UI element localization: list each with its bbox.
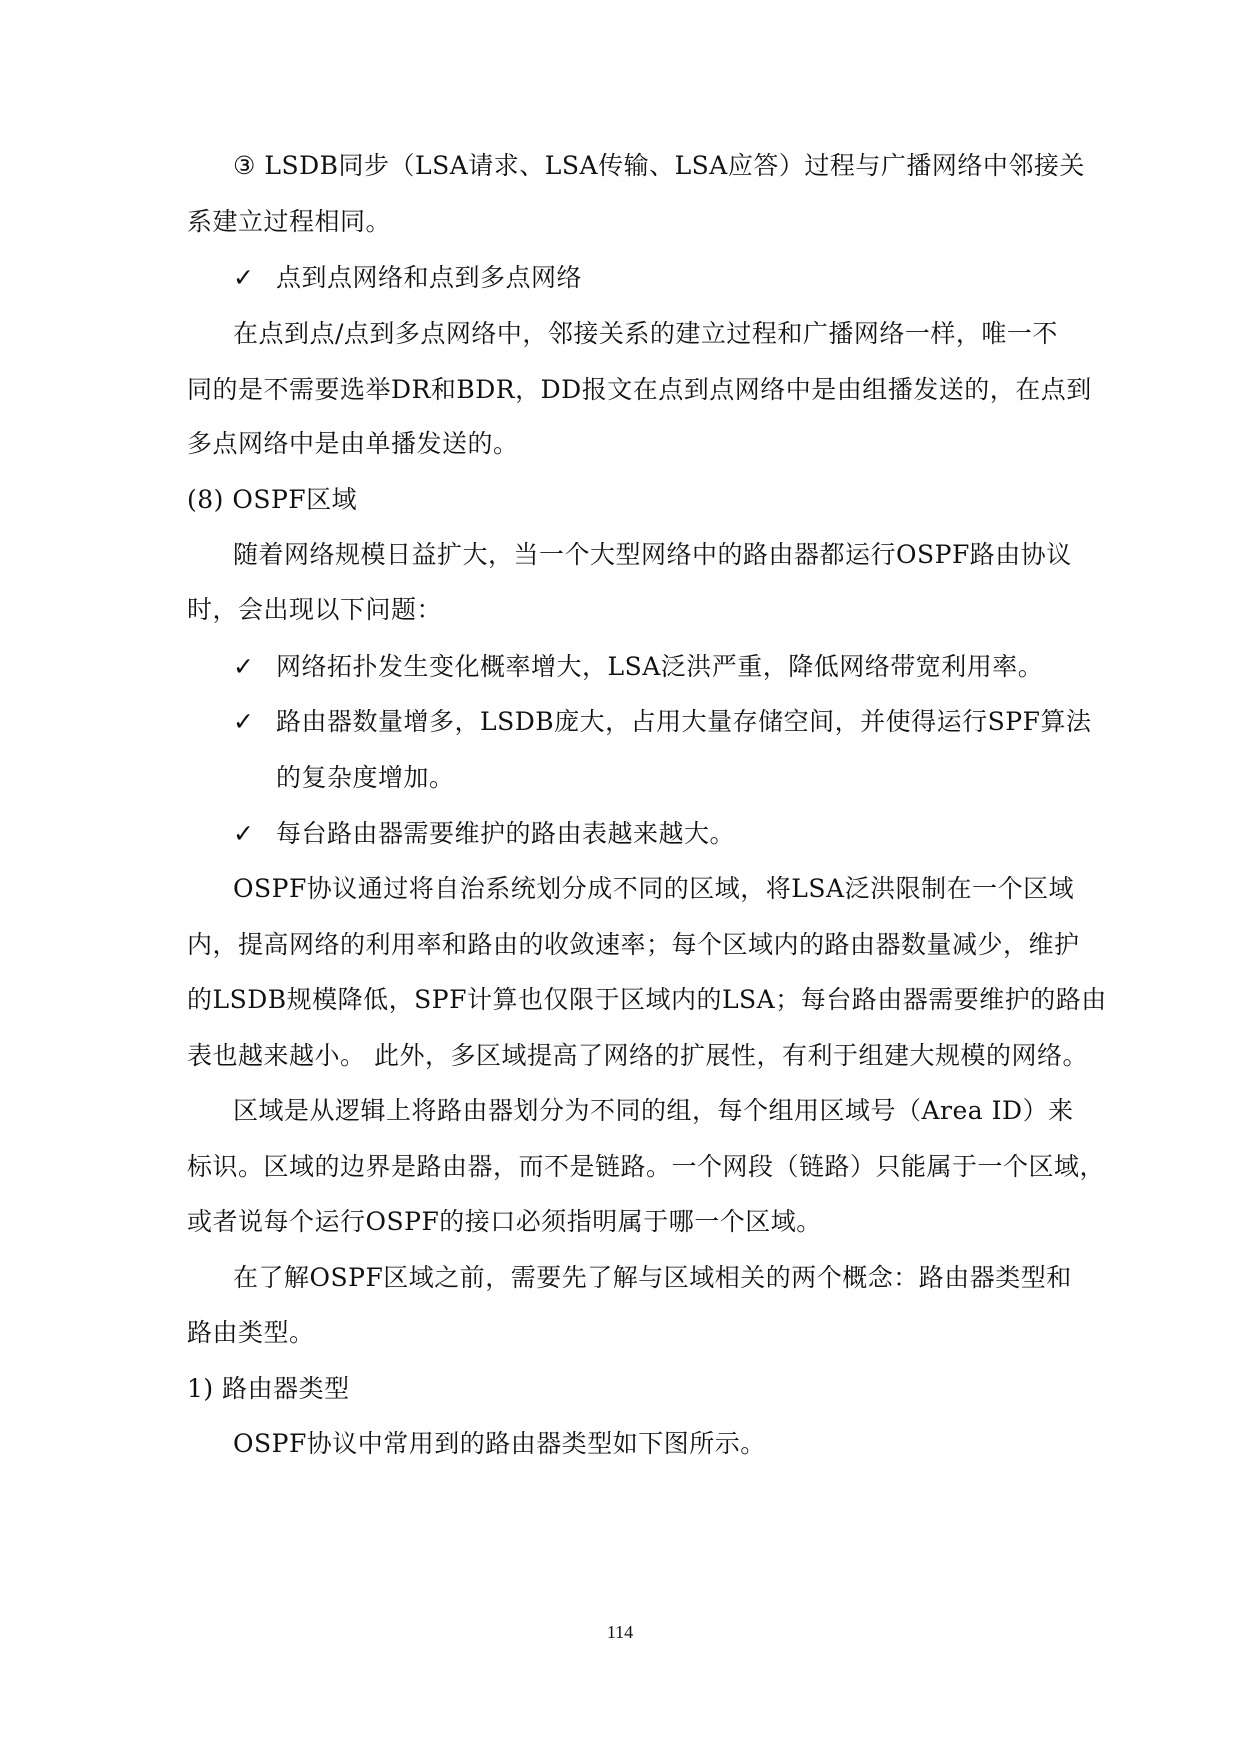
check-icon: ✓	[233, 707, 254, 736]
section-heading: (8) OSPF区域	[187, 485, 358, 514]
check-icon: ✓	[233, 652, 254, 681]
text-line: 或者说每个运行OSPF的接口必须指明属于哪一个区域。	[187, 1207, 822, 1236]
text-line: 时，会出现以下问题：	[187, 595, 443, 624]
text-line: 的LSDB规模降低，SPF计算也仅限于区域内的LSA；每台路由器需要维护的路由	[187, 985, 1107, 1014]
bullet-text: 每台路由器需要维护的路由表越来越大。	[276, 819, 736, 848]
text-line: 内，提高网络的利用率和路由的收敛速率；每个区域内的路由器数量减少，维护	[187, 930, 1080, 959]
text-line: 同的是不需要选举DR和BDR，DD报文在点到点网络中是由组播发送的，在点到	[187, 375, 1092, 404]
bullet-text: 点到点网络和点到多点网络	[276, 263, 583, 292]
check-icon: ✓	[233, 263, 254, 292]
text-line: OSPF协议通过将自治系统划分成不同的区域，将LSA泛洪限制在一个区域	[233, 874, 1075, 903]
text-line: ③ LSDB同步（LSA请求、LSA传输、LSA应答）过程与广播网络中邻接关	[233, 151, 1085, 180]
text-line: 路由类型。	[187, 1318, 315, 1347]
text-line: 在了解OSPF区域之前，需要先了解与区域相关的两个概念：路由器类型和	[233, 1263, 1072, 1292]
text-line: 多点网络中是由单播发送的。	[187, 429, 519, 458]
text-line: 随着网络规模日益扩大，当一个大型网络中的路由器都运行OSPF路由协议	[233, 540, 1072, 569]
text-line: 在点到点/点到多点网络中，邻接关系的建立过程和广播网络一样，唯一不	[233, 319, 1058, 348]
bullet-text: 的复杂度增加。	[276, 763, 455, 792]
page-number: 114	[606, 1622, 634, 1642]
bullet-text: 网络拓扑发生变化概率增大，LSA泛洪严重，降低网络带宽利用率。	[276, 652, 1044, 681]
text-line: 系建立过程相同。	[187, 207, 392, 236]
subsection-heading: 1) 路由器类型	[187, 1374, 350, 1403]
check-icon: ✓	[233, 819, 254, 848]
text-line: 区域是从逻辑上将路由器划分为不同的组，每个组用区域号（Area ID）来	[233, 1096, 1074, 1125]
bullet-text: 路由器数量增多，LSDB庞大，占用大量存储空间，并使得运行SPF算法	[276, 707, 1092, 736]
text-line: 标识。区域的边界是路由器，而不是链路。一个网段（链路）只能属于一个区域，	[187, 1152, 1106, 1181]
text-line: 表也越来越小。 此外，多区域提高了网络的扩展性，有利于组建大规模的网络。	[187, 1041, 1088, 1070]
text-line: OSPF协议中常用到的路由器类型如下图所示。	[233, 1429, 766, 1458]
